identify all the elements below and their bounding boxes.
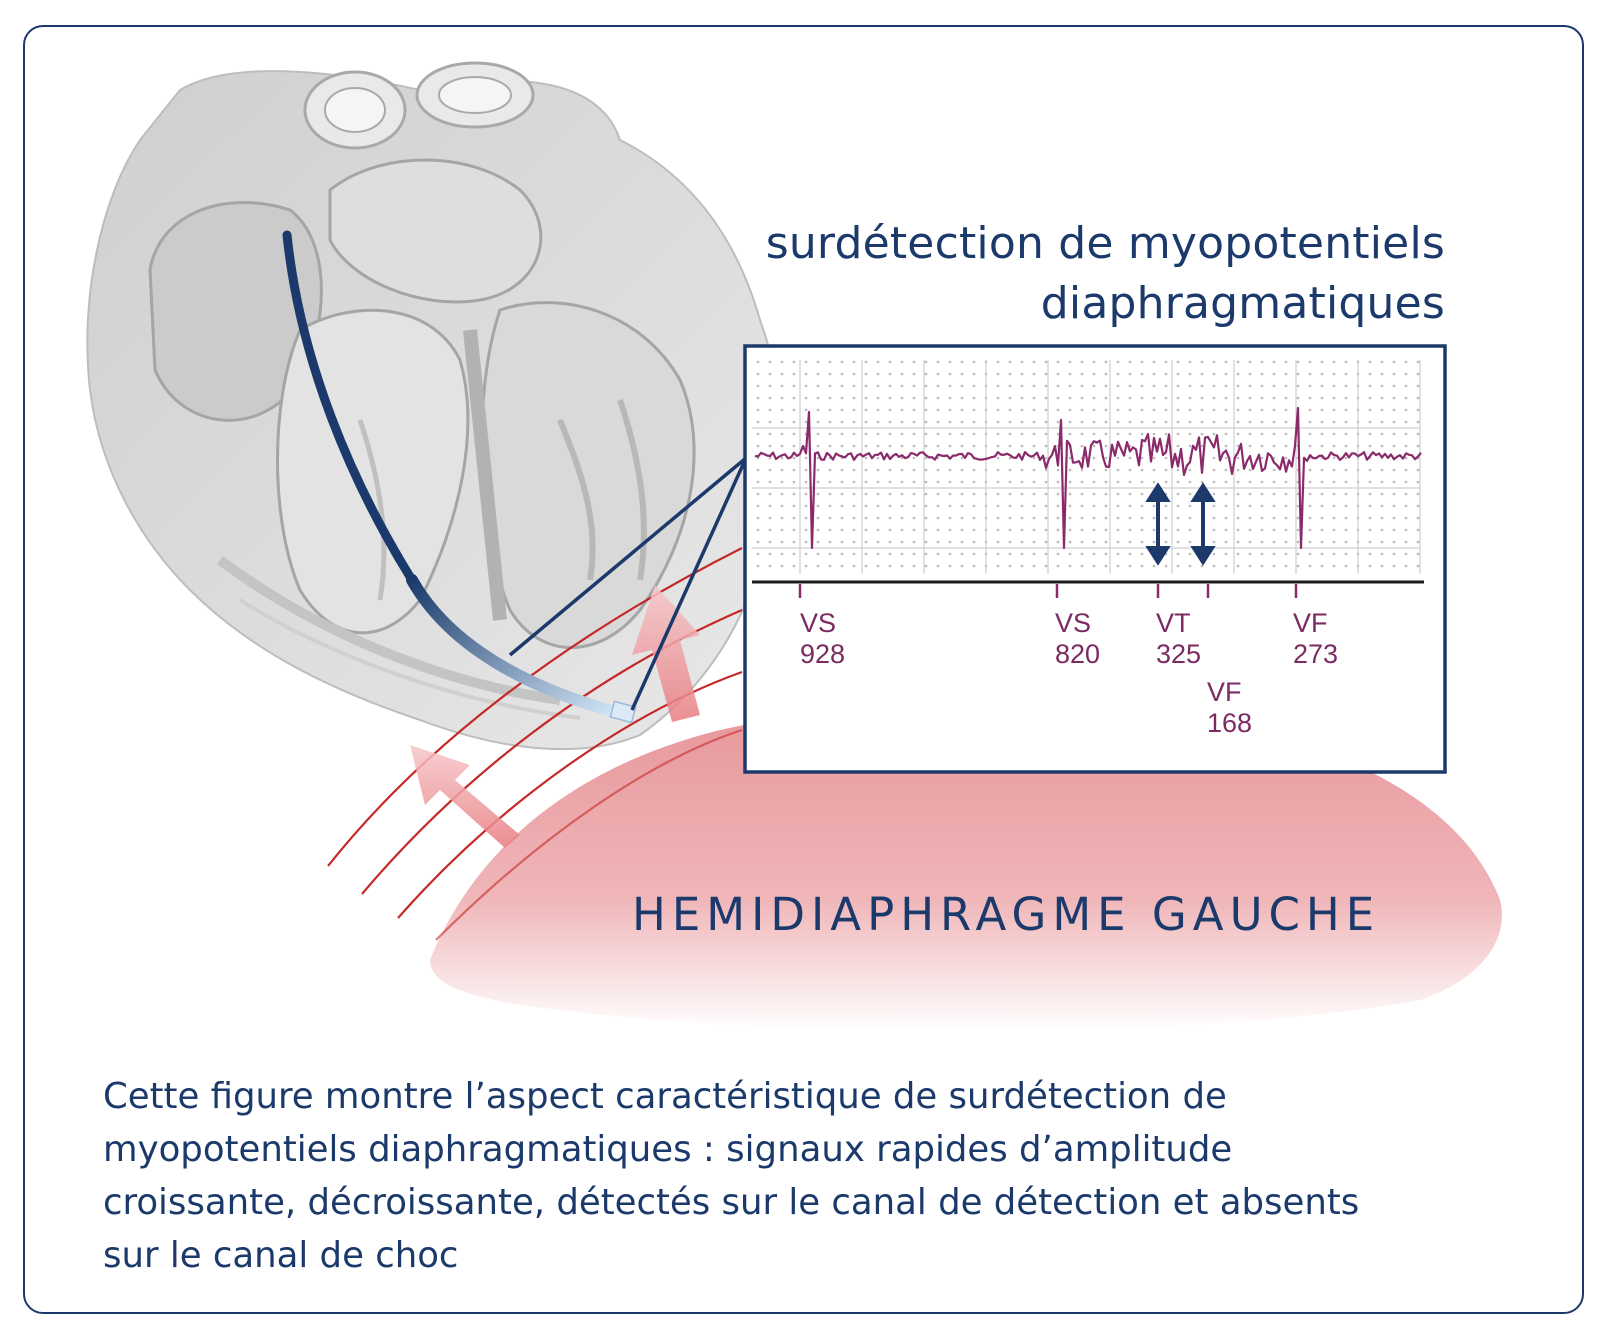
figure-title-line-1: surdétection de myopotentiels [765,218,1445,269]
marker-code: VF [1207,677,1242,707]
figure-caption [103,1070,1553,1282]
marker-code: VS [800,608,837,638]
egm-marker-vf-2 [1293,608,1338,670]
marker-code: VT [1156,608,1191,638]
marker-interval: 273 [1293,639,1339,669]
egm-marker-vf-1 [1207,677,1252,739]
figure-title-line-2: diaphragmatiques [1040,278,1445,329]
egm-marker-vt [1156,608,1201,670]
egm-panel [745,346,1445,772]
egm-marker-vs-1 [800,608,845,670]
marker-interval: 325 [1156,639,1202,669]
caption-line: sur le canal de choc [103,1235,459,1276]
marker-interval: 168 [1207,708,1253,738]
marker-interval: 820 [1055,639,1101,669]
caption-line: myopotentiels diaphragmatiques : signaux rapides d’amplitude [103,1129,1233,1170]
egm-marker-vs-2 [1055,608,1100,670]
marker-code: VF [1293,608,1328,638]
diaphragm-label: HEMIDIAPHRAGME GAUCHE [632,888,1381,941]
marker-code: VS [1055,608,1092,638]
myopotential-arrow-left [410,745,520,848]
marker-interval: 928 [800,639,846,669]
caption-line: croissante, décroissante, détectés sur le canal de détection et absents [103,1182,1360,1223]
caption-line: Cette figure montre l’aspect caractéristique de surdétection de [103,1076,1227,1117]
